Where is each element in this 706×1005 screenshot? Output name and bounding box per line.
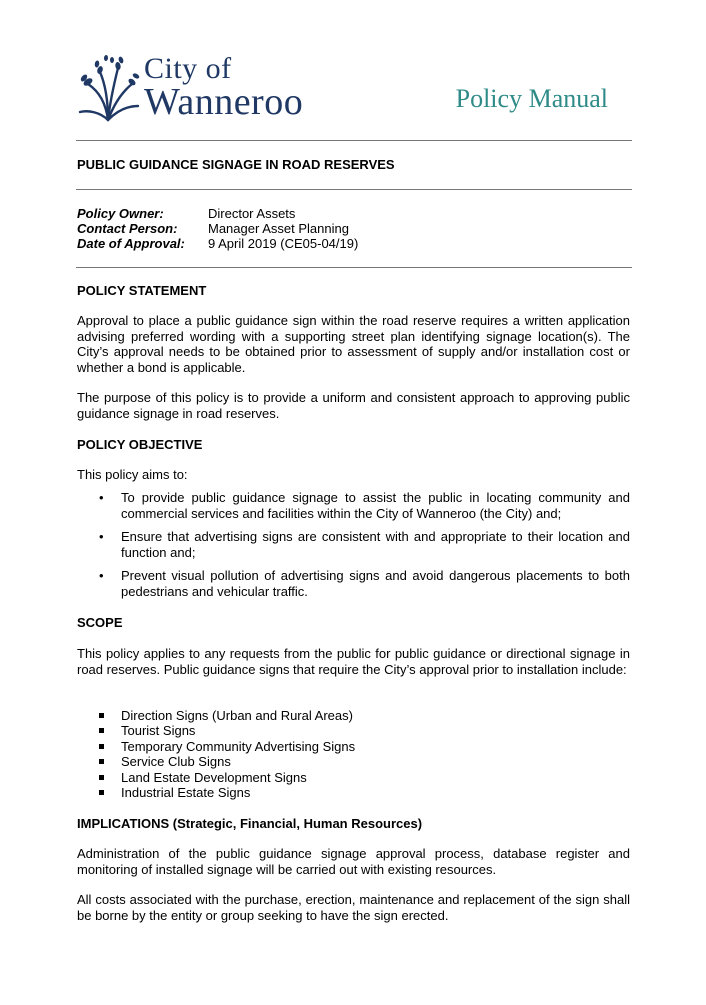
meta-value: 9 April 2019 (CE05-04/19) bbox=[208, 236, 359, 251]
meta-key: Contact Person: bbox=[77, 221, 178, 236]
list-item: • Prevent visual pollution of advertising signs and avoid dangerous placements to both pedestrians and vehicular traffic. bbox=[99, 568, 630, 599]
meta-value: Manager Asset Planning bbox=[208, 221, 349, 236]
logo-text-wanneroo: Wanneroo bbox=[144, 81, 304, 123]
list-item: Land Estate Development Signs bbox=[77, 770, 630, 785]
logo-text-city-of: City of bbox=[144, 52, 232, 85]
divider bbox=[76, 267, 632, 268]
meta-value: Director Assets bbox=[208, 206, 296, 221]
city-of-wanneroo-logo bbox=[78, 52, 328, 124]
kangaroo-paw-icon bbox=[78, 54, 140, 124]
section-heading-implications: IMPLICATIONS (Strategic, Financial, Human Resources) bbox=[77, 816, 423, 831]
list-item: Service Club Signs bbox=[77, 754, 630, 769]
scope-paragraph: This policy applies to any requests from the public for public guidance or directional signage in road reserves. Public guidance signs that require the City’s approval prior to installation include: bbox=[77, 646, 630, 677]
divider bbox=[76, 189, 632, 190]
statement-paragraph-1: Approval to place a public guidance sign within the road reserve requires a written application advising preferred wording with a supporting street plan identifying signage location(s). The City’s approval needs to be obtained prior to assessment of supply and/or installation cost or whether a bond is applicable. bbox=[77, 313, 630, 375]
implications-paragraph-2: All costs associated with the purchase, erection, maintenance and replacement of the sign shall be borne by the entity or group seeking to have the sign erected. bbox=[77, 892, 630, 923]
section-heading-statement: POLICY STATEMENT bbox=[77, 283, 207, 298]
statement-paragraph-2: The purpose of this policy is to provide a uniform and consistent approach to approving public guidance signage in road reserves. bbox=[77, 390, 630, 421]
implications-paragraph-1: Administration of the public guidance signage approval process, database register and monitoring of installed signage will be carried out with existing resources. bbox=[77, 846, 630, 877]
list-item: Industrial Estate Signs bbox=[77, 785, 630, 800]
divider bbox=[76, 140, 632, 141]
policy-manual-title: Policy Manual bbox=[455, 84, 608, 113]
list-item: Tourist Signs bbox=[77, 723, 630, 738]
policy-title: PUBLIC GUIDANCE SIGNAGE IN ROAD RESERVES bbox=[77, 157, 395, 172]
meta-key: Date of Approval: bbox=[77, 236, 185, 251]
list-item: Temporary Community Advertising Signs bbox=[77, 739, 630, 754]
list-item: • Ensure that advertising signs are consistent with and appropriate to their location and function and; bbox=[99, 529, 630, 560]
list-item: Direction Signs (Urban and Rural Areas) bbox=[77, 708, 630, 723]
section-heading-scope: SCOPE bbox=[77, 615, 123, 630]
objective-intro: This policy aims to: bbox=[77, 467, 188, 482]
list-item: • To provide public guidance signage to assist the public in locating community and commercial services and facilities within the City of Wanneroo (the City) and; bbox=[99, 490, 630, 521]
meta-key: Policy Owner: bbox=[77, 206, 164, 221]
objective-bullet-list bbox=[77, 490, 630, 607]
section-heading-objective: POLICY OBJECTIVE bbox=[77, 437, 203, 452]
scope-sign-list bbox=[77, 708, 630, 800]
